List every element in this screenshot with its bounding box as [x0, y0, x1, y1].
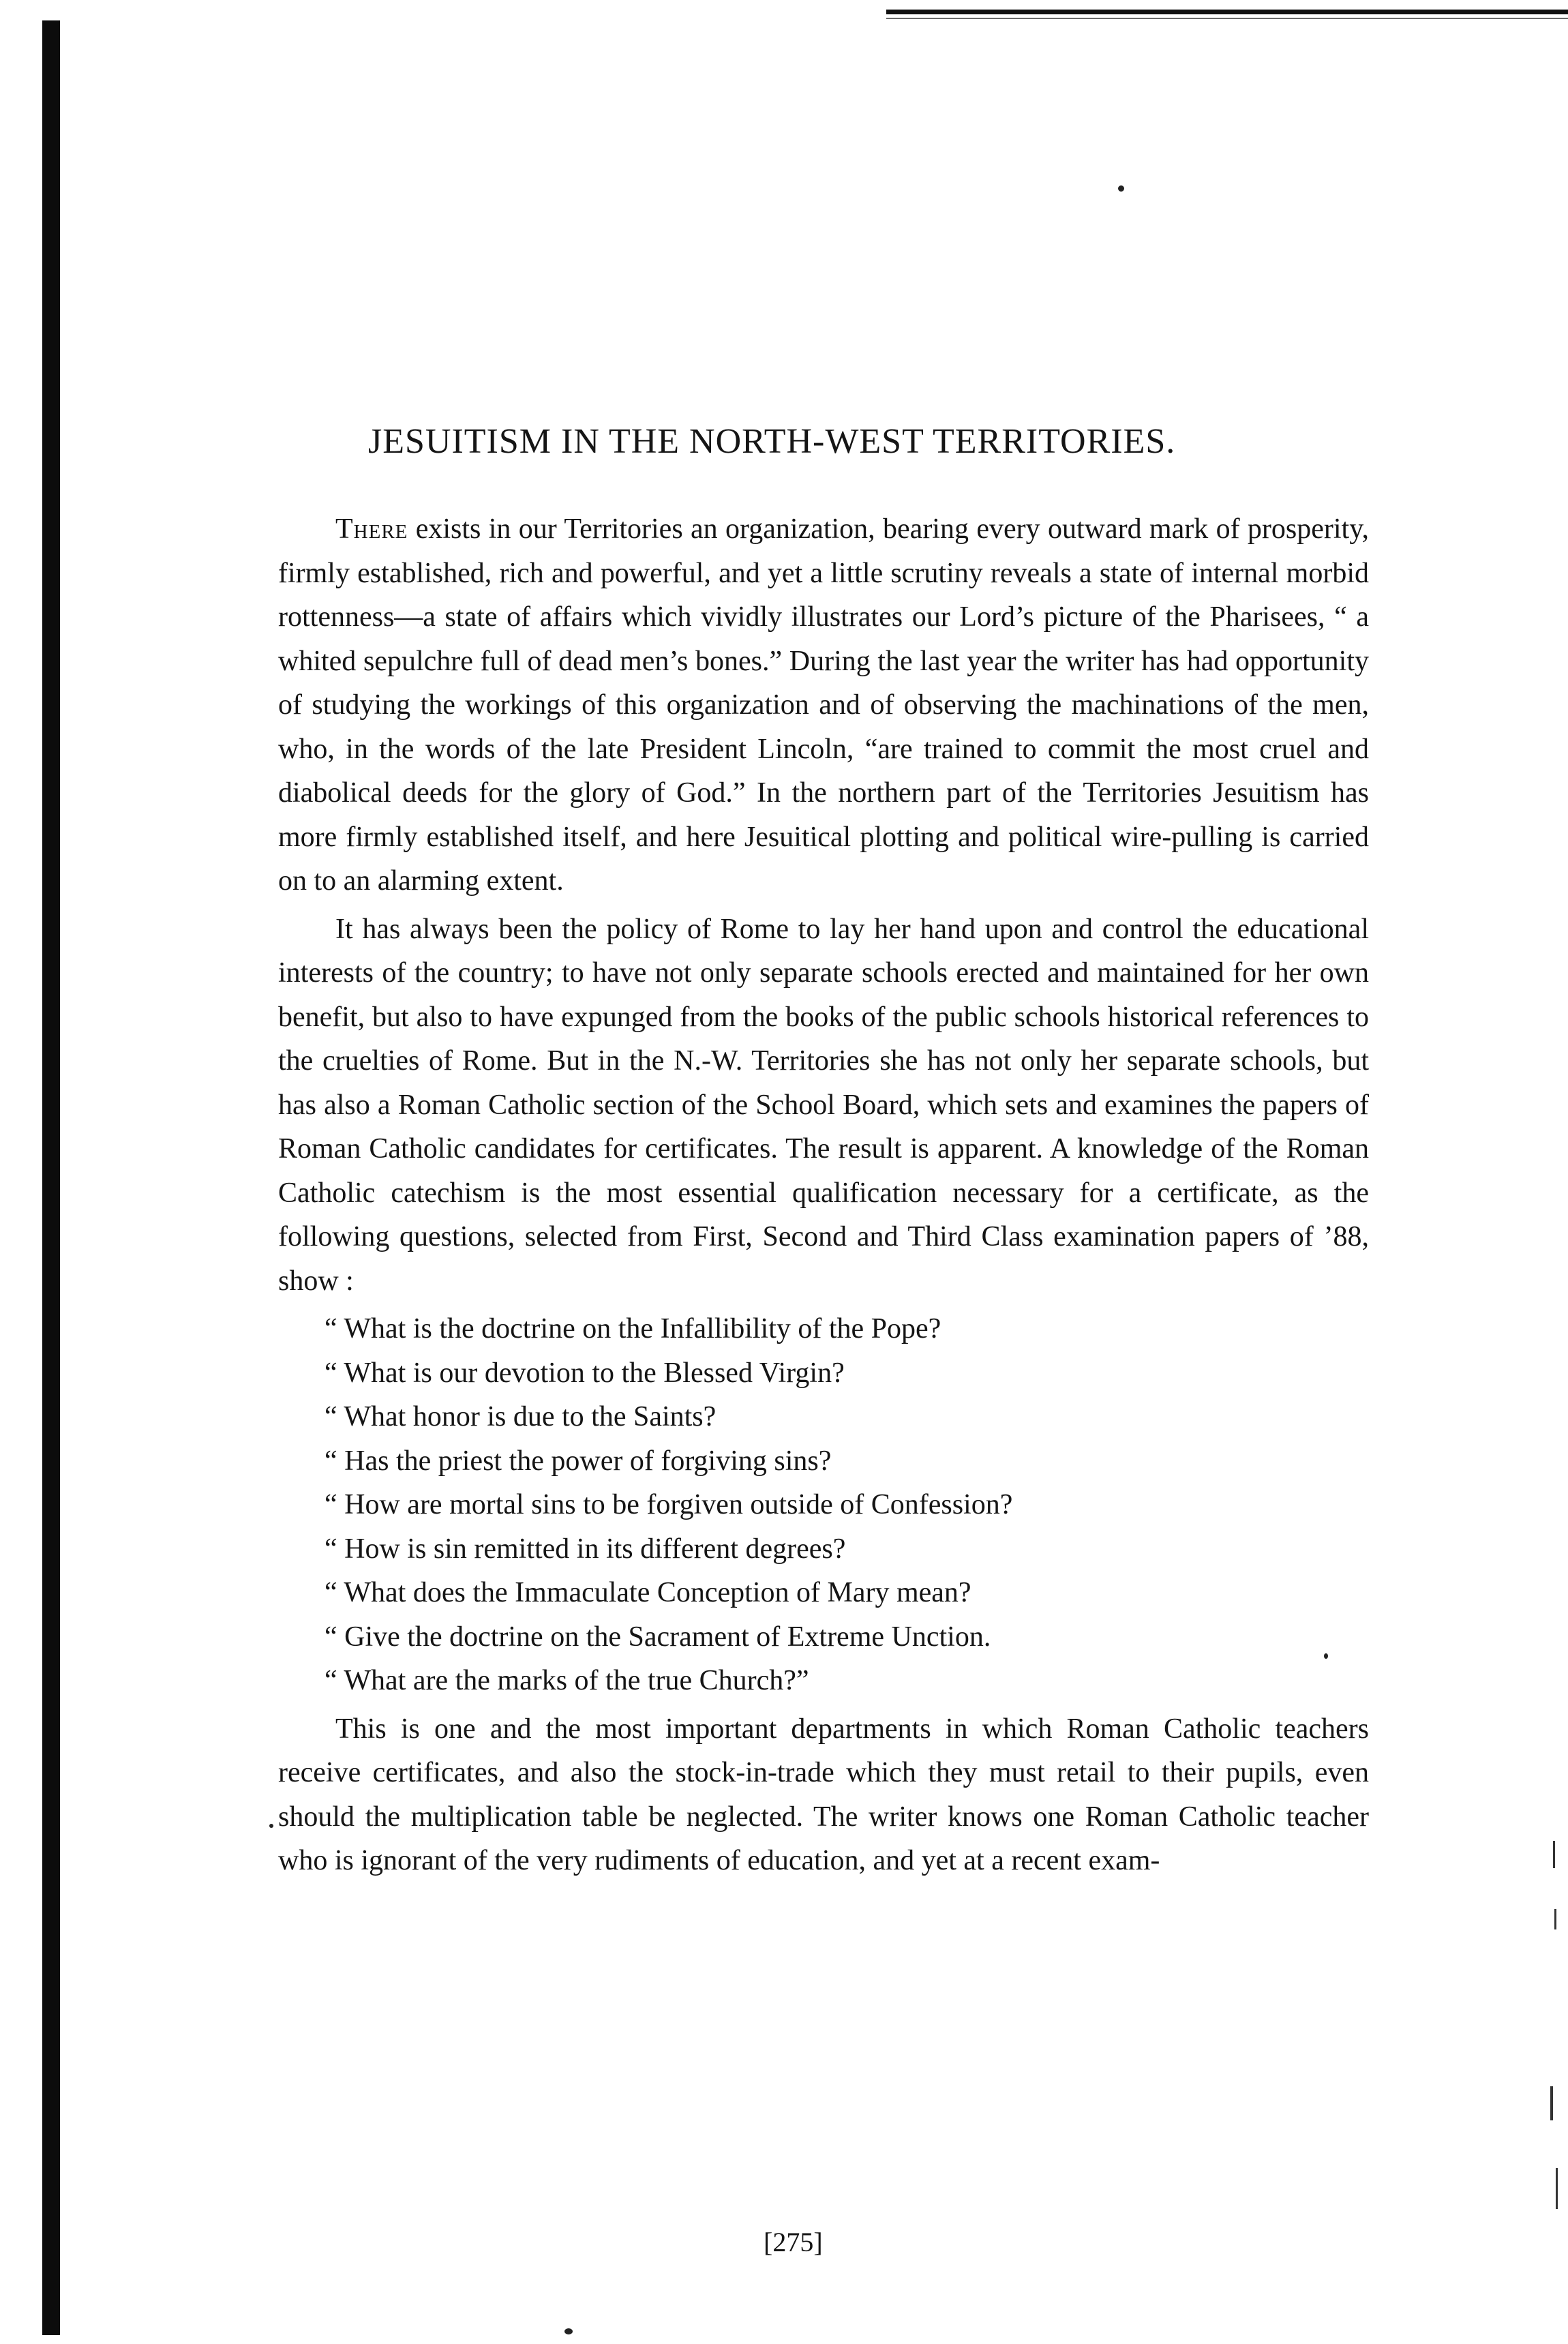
- edge-mark: [1550, 2086, 1553, 2120]
- question-item: “ Has the priest the power of forgiving sins?: [325, 1445, 832, 1477]
- top-rule: [886, 10, 1568, 14]
- edge-mark: [1556, 2168, 1558, 2209]
- page-number: [275]: [764, 2227, 823, 2257]
- binding-shadow: [42, 20, 60, 2335]
- article-title: JESUITISM IN THE NORTH-WEST TERRITORIES.: [368, 422, 1176, 461]
- examination-questions: [278, 1307, 1369, 1703]
- paragraph-1: [278, 507, 1369, 903]
- paragraph-3: This is one and the most important departments in which Roman Catholic teachers receive certificates, and also the stock-in-trade which they must retail to their pupils, even should the multiplication table be neglected. The writer knows one Roman Catholic teacher who is ignorant of the very rudiments of education, and yet at a recent exam-: [278, 1713, 1369, 1876]
- ink-speck: [269, 1824, 273, 1828]
- drop-lead-word: There: [335, 513, 408, 545]
- question-item: “ How is sin remitted in its different degrees?: [325, 1533, 846, 1565]
- article-body: [278, 507, 1369, 1887]
- paragraph-2: It has always been the policy of Rome to lay her hand upon and control the educational interests of the country; to have not only separate schools erected and maintained for her own benefit, but also to have expunged from the books of the public schools historical references to the cruelties of Rome. But in the N.-W. Territories she has not only her separate schools, but has also a Roman Catholic section of the School Board, which sets and examines the papers of Roman Catholic candidates for certificates. The result is apparent. A knowledge of the Roman Catholic catechism is the most essential qualification necessary for a certificate, as the following questions, selected from First, Second and Third Class examination papers of ’88, show :: [278, 913, 1369, 1297]
- paragraph-1-text: exists in our Territories an organization, bearing every outward mark of prosperity, firmly established, rich and powerful, and yet a little scrutiny reveals a state of internal morbid rottenness—a state of affairs which vividly illustrates our Lord’s picture of the Pharisees, “ a whited sepulchre full of dead men’s bones.” During the last year the writer has had opportunity of studying the workings of this organization and of observing the machinations of the men, who, in the words of the late President Lincoln, “are trained to commit the most cruel and diabolical deeds for the glory of God.” In the northern part of the Territories Jesuitism has more firmly established itself, and here Jesuitical plotting and political wire-pulling is carried on to an alarming extent.: [278, 513, 1369, 897]
- edge-mark: [1553, 1841, 1555, 1868]
- ink-speck: [564, 2328, 573, 2334]
- question-item: “ What is our devotion to the Blessed Virgin?: [325, 1357, 845, 1389]
- question-item: “ What honor is due to the Saints?: [325, 1401, 717, 1432]
- question-item: “ What is the doctrine on the Infallibility of the Pope?: [325, 1313, 941, 1344]
- question-item: “ Give the doctrine on the Sacrament of Extreme Unction.: [325, 1621, 991, 1653]
- question-item: “ What does the Immaculate Conception of Mary mean?: [325, 1577, 971, 1608]
- question-item: “ How are mortal sins to be forgiven outside of Confession?: [325, 1489, 1013, 1520]
- edge-mark: [1554, 1909, 1556, 1929]
- ink-speck: [1118, 185, 1124, 192]
- top-rule-thin: [886, 18, 1568, 19]
- question-item: “ What are the marks of the true Church?”: [325, 1665, 809, 1696]
